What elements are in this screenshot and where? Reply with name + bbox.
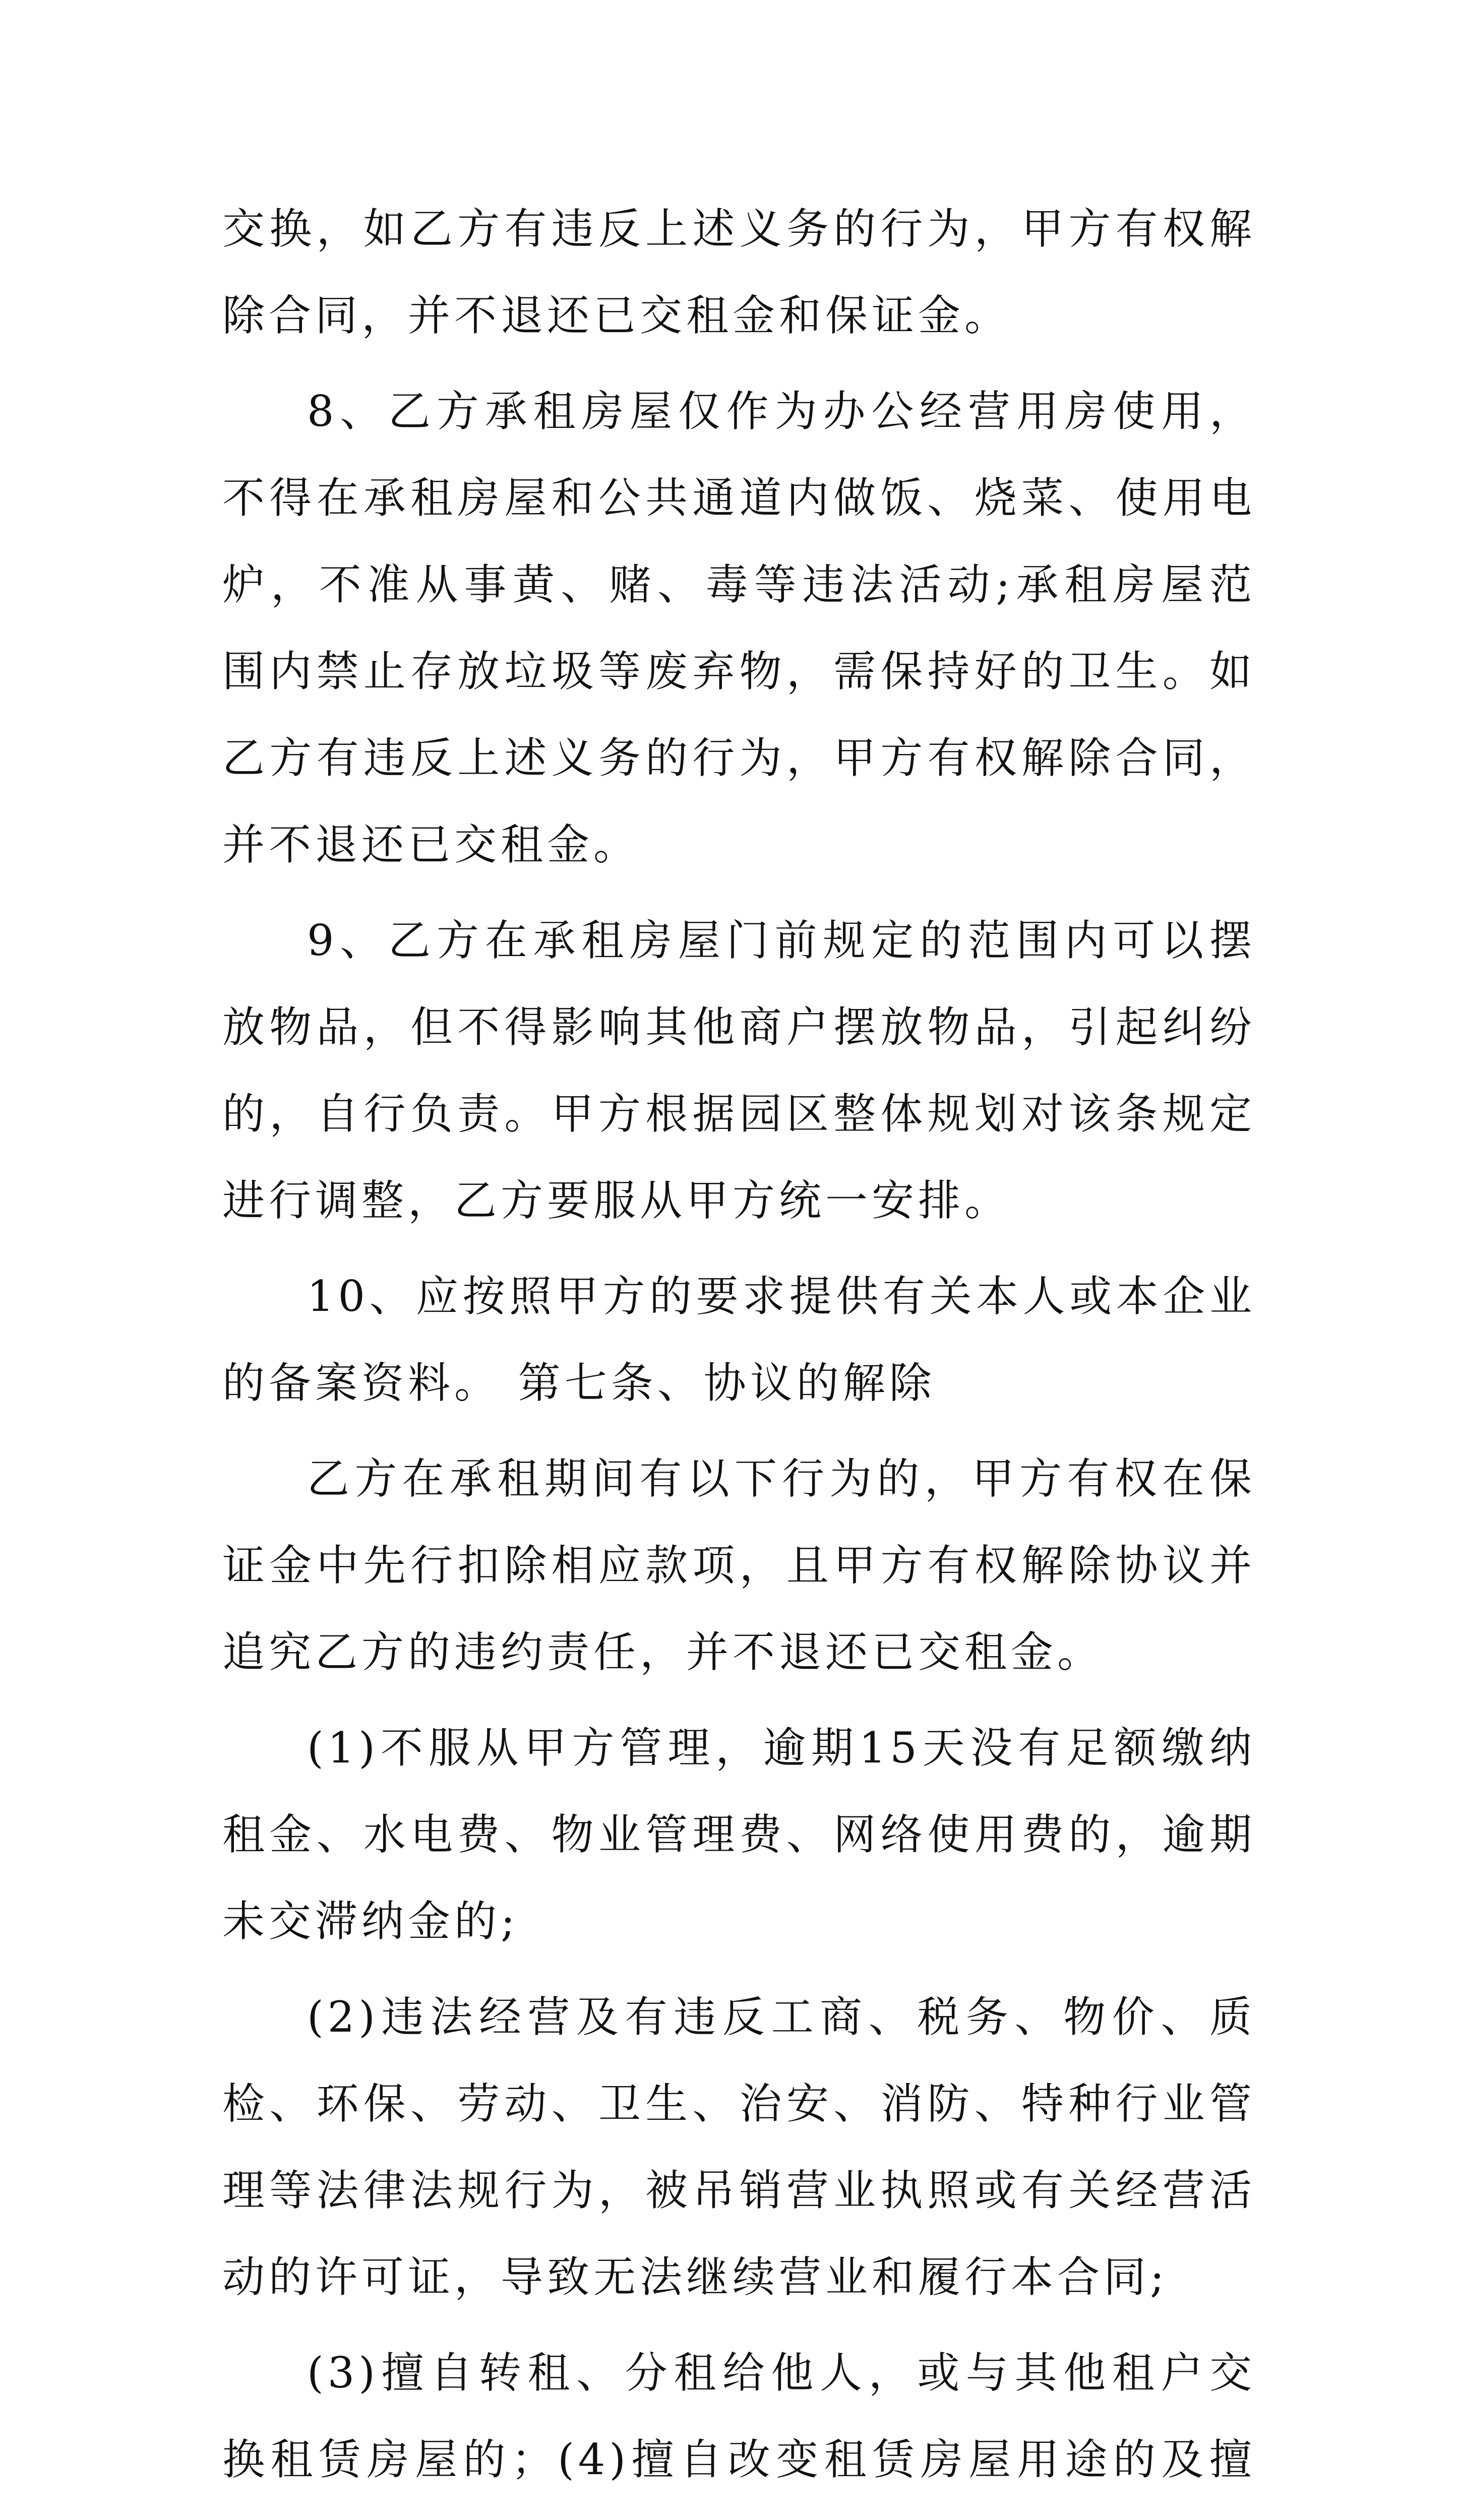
document-body [222,185,1256,2520]
paragraph-clause-10: 10、应按照甲方的要求提供有关本人或本企业的备案资料。 第七条、协议的解除 [222,1272,1256,1408]
paragraph-clause-9: 9、乙方在承租房屋门前规定的范围内可以摆放物品，但不得影响其他商户摆放物品，引起纠纷的，自行负责。甲方根据园区整体规划对该条规定进行调整，乙方要服从甲方统一安排。 [222,916,1256,1225]
paragraph-item-2: (2)违法经营及有违反工商、税务、物价、质检、环保、劳动、卫生、治安、消防、特种行业管理等法律法规行为，被吊销营业执照或有关经营活动的许可证，导致无法继续营业和履行本合同; [222,1992,1256,2302]
paragraph-termination-intro: 乙方在承租期间有以下行为的，甲方有权在保证金中先行扣除相应款项，且甲方有权解除协议并追究乙方的违约责任，并不退还已交租金。 [222,1454,1256,1677]
paragraph-continuation: 交换，如乙方有违反上述义务的行为，甲方有权解除合同，并不退还已交租金和保证金。 [222,204,1256,340]
paragraph-clause-8: 8、乙方承租房屋仅作为办公经营用房使用，不得在承租房屋和公共通道内做饭、烧菜、使用电炉，不准从事黄、赌、毒等违法活动;承租房屋范围内禁止存放垃圾等废弃物，需保持好的卫生。如乙方有违反上述义务的行为，甲方有权解除合同，并不退还已交租金。 [222,387,1256,869]
paragraph-item-1: (1)不服从甲方管理，逾期15天没有足额缴纳租金、水电费、物业管理费、网络使用费的，逾期未交滞纳金的; [222,1723,1256,1946]
paragraph-item-3-4: (3)擅自转租、分租给他人，或与其他租户交换租赁房屋的；(4)擅自改变租赁房屋用途的及擅 [222,2348,1256,2484]
